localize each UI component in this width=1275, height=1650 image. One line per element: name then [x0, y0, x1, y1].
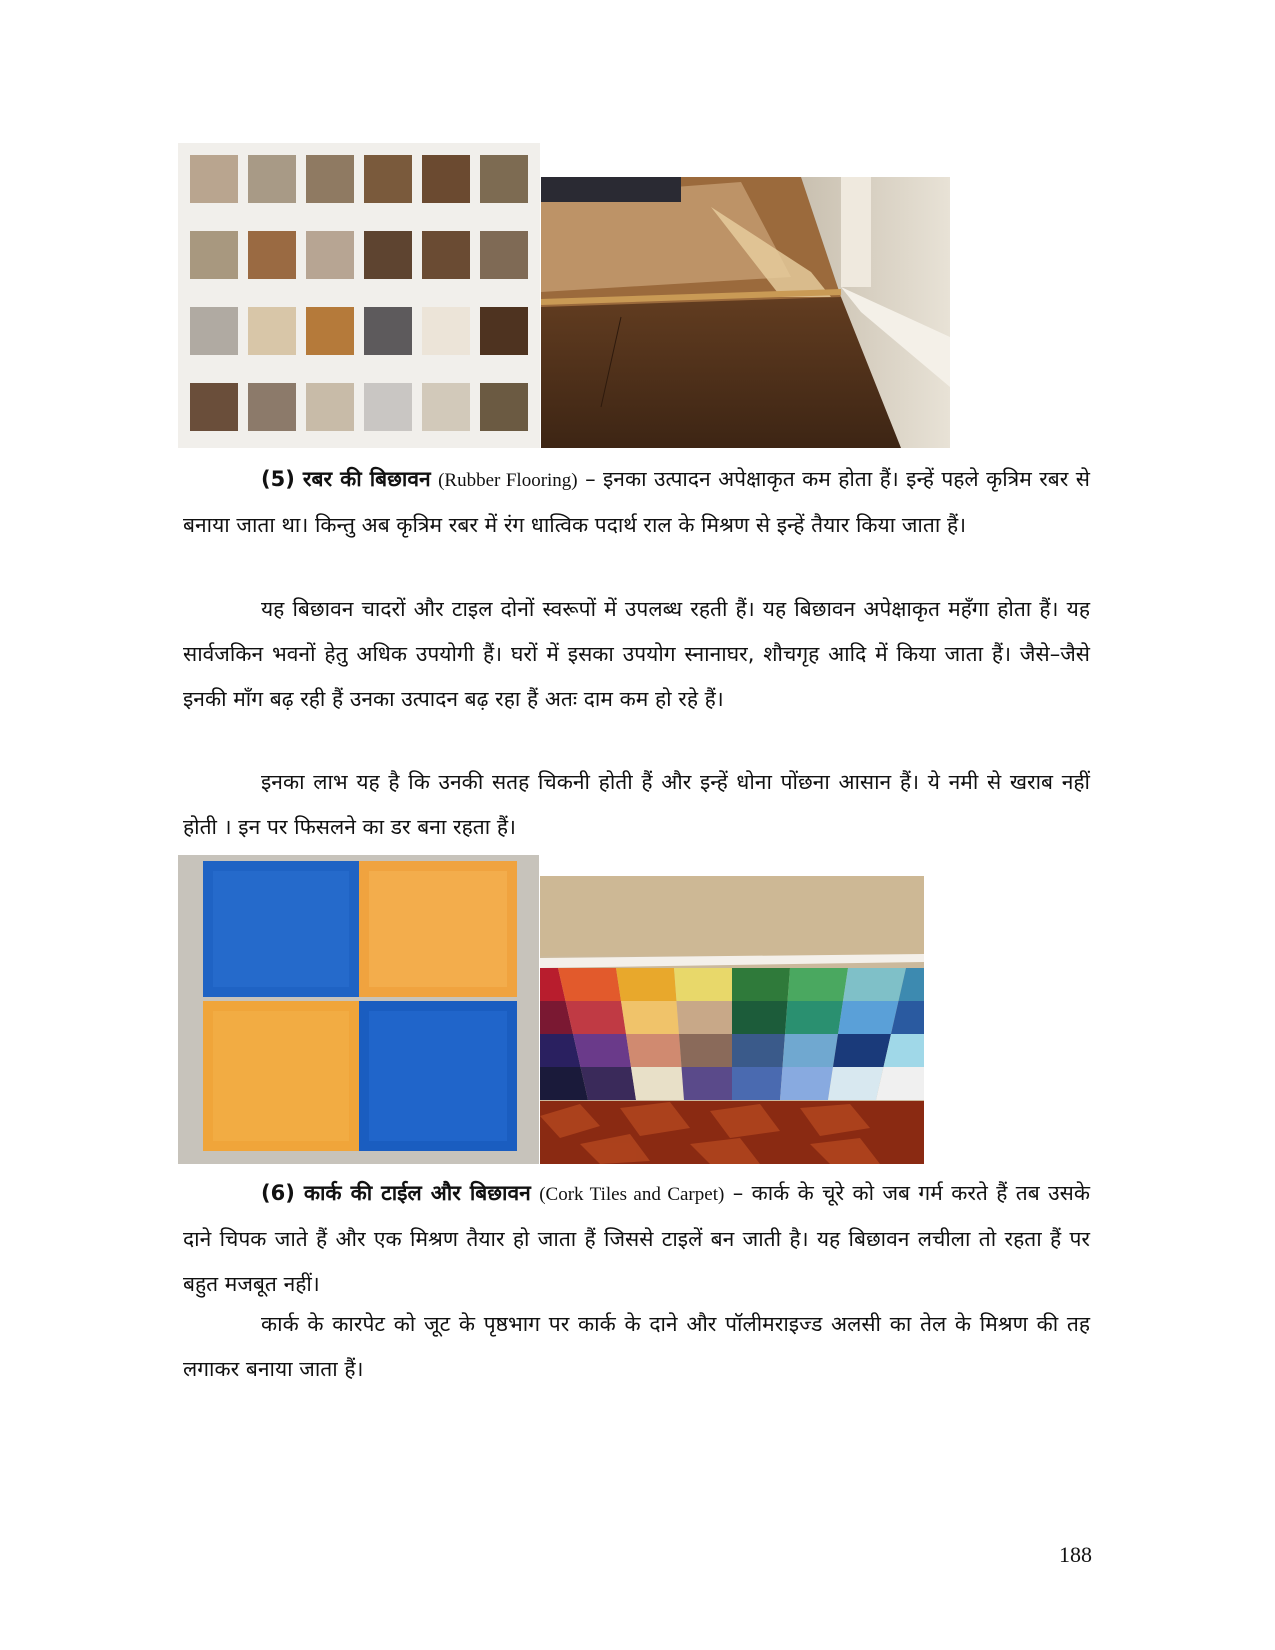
- section5-paragraph2: यह बिछावन चादरों और टाइल दोनों स्वरूपों में उपलब्ध रहती हैं। यह बिछावन अपेक्षाकृत महँगा होता हैं। यह सार्वजकिन भवनों हेतु अधिक उपयोगी हैं। घरों में इसका उपयोग स्नानाघर, शौचगृह आदि में किया जाता हैं। जैसे–जैसे इनकी माँग बढ़ रही हैं उनका उत्पादन बढ़ रहा हैं अतः दाम कम हो रहे हैं।: [183, 597, 1090, 711]
- section5-paragraph1: [183, 457, 1090, 548]
- wood-floor-photo: [541, 177, 950, 448]
- rubber-tiles-photo: [178, 855, 539, 1164]
- tile-samples-photo: [178, 143, 540, 448]
- section5-paragraph3: इनका लाभ यह है कि उनकी सतह चिकनी होती हैं और इन्हें धोना पोंछना आसान हैं। ये नमी से खराब नहीं होती । इन पर फिसलने का डर बना रहता हैं।: [183, 770, 1090, 839]
- section5-english-term: (Rubber Flooring): [438, 470, 578, 491]
- section5-text: – इनका उत्पादन अपेक्षाकृत कम होता हैं। इन्हें पहले कृत्रिम रबर से बनाया जाता था। किन्तु अब कृत्रिम रबर में रंग धात्विक पदार्थ राल के मिश्रण से इन्हें तैयार किया जाता हैं।: [183, 467, 1090, 537]
- section6-paragraph2: कार्क के कारपेट को जूट के पृष्ठभाग पर कार्क के दाने और पॉलीमराइज्ड अलसी का तेल के मिश्रण की तह लगाकर बनाया जाता हैं।: [183, 1312, 1090, 1381]
- section6-text: – कार्क के चूरे को जब गर्म करते हैं तब उसके दाने चिपक जाते हैं और एक मिश्रण तैयार हो जाता हैं जिससे टाइलें बन जाती है। यह बिछावन लचीला तो रहता हैं पर बहुत मजबूत नहीं।: [183, 1181, 1090, 1296]
- section6-heading: (6) कार्क की टाईल और बिछावन: [261, 1181, 531, 1205]
- section5-heading: (5) रबर की बिछावन: [261, 467, 431, 491]
- section6-paragraph1: [183, 1171, 1090, 1307]
- page-number: 188: [1059, 1542, 1092, 1567]
- section6-english-term: (Cork Tiles and Carpet): [539, 1184, 725, 1205]
- colored-floor-photo: [540, 876, 924, 1164]
